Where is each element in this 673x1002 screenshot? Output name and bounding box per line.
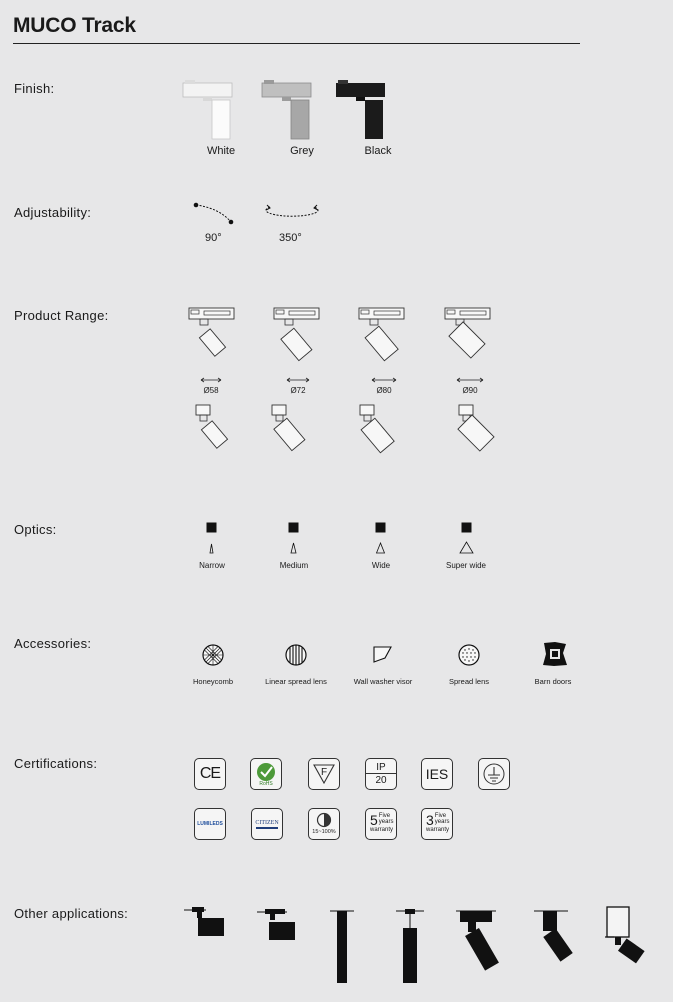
finish-white-image <box>183 80 243 140</box>
rohs-mark <box>250 758 282 790</box>
size-80-label: Ø80 <box>376 386 392 395</box>
linear-spread-lens-icon <box>285 644 307 666</box>
application-pendant-image <box>330 908 354 986</box>
dimming-icon <box>316 812 332 828</box>
optic-narrow-label: Narrow <box>199 561 225 570</box>
f-text: F <box>320 767 328 778</box>
warranty-5-line2: years <box>378 819 394 825</box>
spread-lens-icon <box>458 644 480 666</box>
track-spot-80-image <box>358 307 413 369</box>
dimming-mark <box>308 808 340 840</box>
finish-black-image <box>336 80 396 140</box>
finish-grey-label: Grey <box>290 145 314 157</box>
adjustability-label: Adjustability: <box>14 205 92 220</box>
honeycomb-label: Honeycomb <box>192 677 234 686</box>
tilt-90-icon <box>193 202 238 228</box>
optic-wide-icon <box>374 522 388 556</box>
ground-icon <box>482 762 506 786</box>
dimension-arrow-90 <box>456 377 484 383</box>
ip-top-text: IP <box>376 761 386 773</box>
citizen-text: CITIZEN <box>255 819 279 826</box>
adjust-350-label: 350° <box>279 232 302 244</box>
adjust-90-label: 90° <box>205 232 222 244</box>
adapter-spot-72-image <box>268 404 313 459</box>
application-suspended-image <box>396 908 424 986</box>
linear-spread-lens-label: Linear spread lens <box>265 677 327 686</box>
barn-doors-label: Barn doors <box>534 677 572 686</box>
size-72-label: Ø72 <box>290 386 306 395</box>
rotation-350-icon <box>262 204 322 222</box>
size-58-label: Ø58 <box>203 386 219 395</box>
track-spot-90-image <box>444 307 499 369</box>
warranty-5-number: 5 <box>370 812 378 828</box>
optic-super-wide-icon <box>459 522 475 556</box>
other-applications-label: Other applications: <box>14 906 129 921</box>
spread-lens-label: Spread lens <box>448 677 490 686</box>
optic-super-wide-label: Super wide <box>445 561 487 570</box>
warranty-5-line3: warranty <box>370 827 394 833</box>
application-surface-small-image <box>184 906 228 940</box>
ground-mark <box>478 758 510 790</box>
lumileds-text: LUMILEDS <box>197 821 223 827</box>
application-surface-medium-image <box>257 908 301 942</box>
warranty-3-mark <box>421 808 453 840</box>
rohs-check-icon <box>253 762 279 782</box>
finish-grey-image <box>262 80 322 140</box>
optic-wide-label: Wide <box>371 561 391 570</box>
lumileds-mark <box>194 808 226 840</box>
size-90-label: Ø90 <box>462 386 478 395</box>
dimension-arrow-80 <box>371 377 397 383</box>
wall-washer-visor-icon <box>372 644 394 664</box>
ce-text: CE <box>199 765 221 782</box>
ip20-mark <box>365 758 397 790</box>
dimension-arrow-58 <box>200 377 222 383</box>
optic-medium-label: Medium <box>279 561 309 570</box>
application-recessed-angled-image <box>534 908 574 968</box>
accessories-label: Accessories: <box>14 636 92 651</box>
ce-mark <box>194 758 226 790</box>
adapter-spot-80-image <box>356 404 401 459</box>
warranty-3-number: 3 <box>426 812 434 828</box>
finish-black-label: Black <box>364 145 392 157</box>
application-angled-image <box>456 908 501 974</box>
certifications-label: Certifications: <box>14 756 98 771</box>
optic-medium-icon <box>288 522 300 556</box>
page-title: MUCO Track <box>13 14 136 37</box>
dimming-text: 15~100% <box>312 829 336 835</box>
finish-white-label: White <box>206 145 236 157</box>
track-spot-58-image <box>188 307 243 362</box>
wall-washer-visor-label: Wall washer visor <box>353 677 413 686</box>
dimension-arrow-72 <box>286 377 310 383</box>
optic-narrow-icon <box>206 522 218 556</box>
f-mark <box>308 758 340 790</box>
ip-bottom-text: 20 <box>375 774 387 786</box>
citizen-bar <box>256 827 278 829</box>
adapter-spot-58-image <box>194 404 234 454</box>
warranty-3-line2: years <box>434 819 450 825</box>
rohs-text: RoHS <box>259 780 273 787</box>
ies-text: IES <box>425 766 449 782</box>
track-spot-72-image <box>273 307 328 367</box>
barn-doors-icon <box>541 641 569 668</box>
product-range-label: Product Range: <box>14 308 109 323</box>
warranty-5-mark <box>365 808 397 840</box>
warranty-5-line1: Five <box>378 813 391 819</box>
warranty-3-line3: warranty <box>426 827 450 833</box>
application-trimless-image <box>604 905 644 967</box>
title-divider <box>13 43 580 44</box>
adapter-spot-90-image <box>455 404 503 460</box>
citizen-mark <box>251 808 283 840</box>
ies-mark <box>421 758 453 790</box>
honeycomb-icon <box>202 644 224 666</box>
finish-label: Finish: <box>14 81 55 96</box>
warranty-3-line1: Five <box>434 813 447 819</box>
optics-label: Optics: <box>14 522 57 537</box>
